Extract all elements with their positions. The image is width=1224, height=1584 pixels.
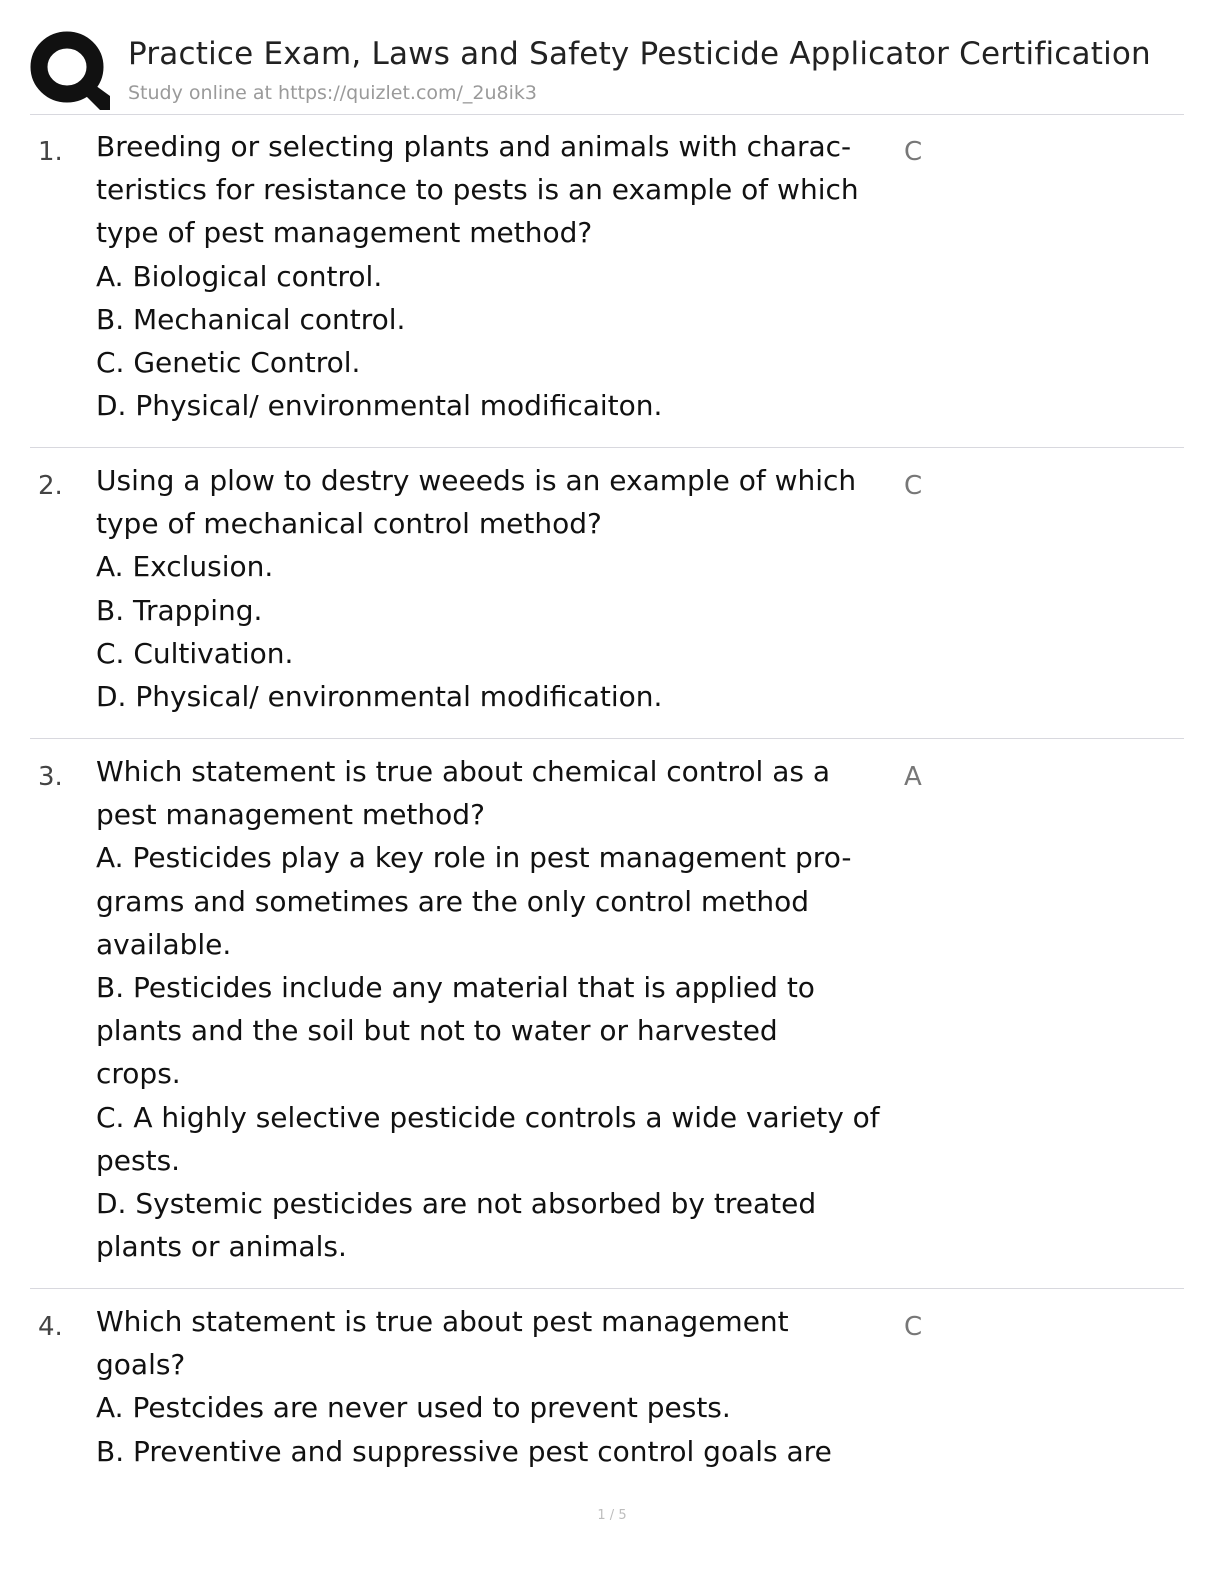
quizlet-logo-icon bbox=[30, 30, 110, 110]
option-line: plants or animals. bbox=[96, 1230, 347, 1264]
option-line: A. Biological control. bbox=[96, 259, 383, 293]
option-line: A. Pestcides are never used to prevent pests. bbox=[96, 1391, 731, 1425]
option-line: B. Pesticides include any material that is applied to bbox=[96, 971, 815, 1005]
question-item bbox=[30, 448, 1184, 739]
question-text bbox=[96, 739, 904, 1288]
question-number: 1. bbox=[38, 137, 63, 167]
page-title: Practice Exam, Laws and Safety Pesticide Applicator Certification bbox=[128, 36, 1151, 72]
question-text bbox=[96, 114, 904, 447]
option-line: C. Genetic Control. bbox=[96, 346, 361, 380]
option-line: available. bbox=[96, 927, 232, 961]
question-line: Which statement is true about chemical control as a bbox=[96, 755, 831, 788]
option-line: C. Cultivation. bbox=[96, 636, 294, 670]
question-number: 3. bbox=[38, 762, 63, 792]
option-line: D. Physical/ environmental modificaiton. bbox=[96, 389, 663, 423]
question-item bbox=[30, 114, 1184, 448]
question-text bbox=[96, 1289, 904, 1473]
question-line: Using a plow to destry weeeds is an example of which bbox=[96, 464, 857, 497]
option-line: crops. bbox=[96, 1057, 181, 1091]
option-line: B. Mechanical control. bbox=[96, 302, 406, 336]
option-line: A. Pesticides play a key role in pest management pro- bbox=[96, 841, 852, 875]
question-item bbox=[30, 1289, 1184, 1479]
option-line: pests. bbox=[96, 1143, 181, 1177]
study-online-link[interactable]: Study online at https://quizlet.com/_2u8ik3 bbox=[128, 82, 538, 104]
option-line: B. Preventive and suppressive pest control goals are bbox=[96, 1434, 832, 1468]
answer-text: A bbox=[904, 762, 922, 792]
question-line: Which statement is true about pest management bbox=[96, 1305, 789, 1338]
page-header bbox=[30, 30, 1184, 115]
question-number: 4. bbox=[38, 1312, 63, 1342]
option-line: C. A highly selective pesticide controls a wide variety of bbox=[96, 1100, 880, 1134]
question-item bbox=[30, 739, 1184, 1289]
answer-text: C bbox=[904, 1312, 923, 1342]
question-line: type of pest management method? bbox=[96, 216, 593, 250]
question-line: goals? bbox=[96, 1348, 186, 1382]
page-number: 1 / 5 bbox=[597, 1508, 627, 1523]
question-list bbox=[30, 114, 1184, 1479]
question-line: Breeding or selecting plants and animals with charac- bbox=[96, 130, 852, 163]
question-text bbox=[96, 448, 904, 738]
option-line: A. Exclusion. bbox=[96, 550, 274, 584]
question-line: teristics for resistance to pests is an example of which bbox=[96, 173, 859, 207]
question-number: 2. bbox=[38, 471, 63, 501]
option-line: grams and sometimes are the only control method bbox=[96, 884, 810, 918]
option-line: D. Systemic pesticides are not absorbed by treated bbox=[96, 1187, 817, 1221]
answer-text: C bbox=[904, 137, 923, 167]
question-line: type of mechanical control method? bbox=[96, 507, 602, 541]
option-line: plants and the soil but not to water or harvested bbox=[96, 1014, 778, 1048]
option-line: D. Physical/ environmental modification. bbox=[96, 680, 663, 714]
answer-text: C bbox=[904, 471, 923, 501]
question-line: pest management method? bbox=[96, 798, 485, 832]
option-line: B. Trapping. bbox=[96, 593, 263, 627]
